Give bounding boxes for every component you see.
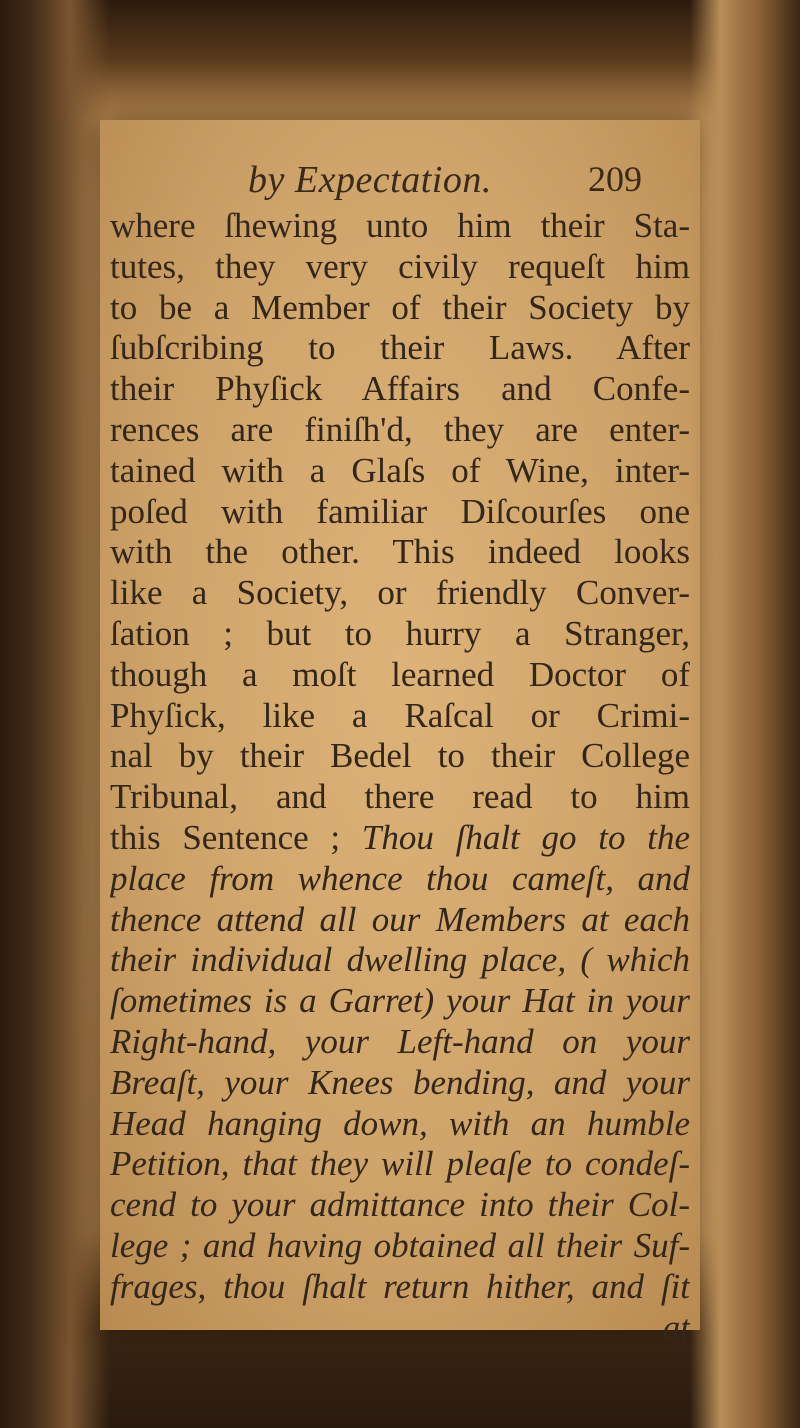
text-line: though a moſt learned Doctor of xyxy=(110,654,690,694)
text-line: this Sentence ; Thou ſhalt go to the xyxy=(110,817,690,857)
running-title: by Expectation. xyxy=(248,159,492,201)
running-head xyxy=(0,158,800,201)
text-line: lege ; and having obtained all their Suf- xyxy=(110,1225,690,1265)
text-line: Head hanging down, with an humble xyxy=(110,1103,690,1143)
text-line: frages, thou ſhalt return hither, and ſit xyxy=(110,1266,690,1306)
text-line: their individual dwelling place, ( which xyxy=(110,940,690,980)
text-line: rences are finiſh'd, they are enter- xyxy=(110,409,690,449)
text-line: place from whence thou cameſt, and xyxy=(110,858,690,898)
text-line: tutes, they very civily requeſt him xyxy=(110,246,690,286)
text-line: like a Society, or friendly Conver- xyxy=(110,573,690,613)
text-line: Right-hand, your Left-hand on your xyxy=(110,1021,690,1061)
text-line: where ſhewing unto him their Sta- xyxy=(110,206,690,245)
catchword: at xyxy=(662,1307,690,1347)
page-number: 209 xyxy=(588,159,642,199)
text-line: Phyſick, like a Raſcal or Crimi- xyxy=(110,695,690,735)
text-line: Tribunal, and there read to him xyxy=(110,777,690,817)
text-line: poſed with familiar Diſcourſes one xyxy=(110,491,690,531)
text-line: cend to your admittance into their Col- xyxy=(110,1185,690,1225)
text-line: Breaſt, your Knees bending, and your xyxy=(110,1062,690,1102)
left-page-edge xyxy=(0,0,110,1428)
text-line: to be a Member of their Society by xyxy=(110,287,690,327)
body-text xyxy=(110,206,690,1348)
right-page-edge xyxy=(690,0,800,1428)
text-line: their Phyſick Affairs and Confe- xyxy=(110,369,690,409)
text-line: ſubſcribing to their Laws. After xyxy=(110,328,690,368)
text-line: ſometimes is a Garret) your Hat in your xyxy=(110,981,690,1021)
text-line: Petition, that they will pleaſe to condeſ- xyxy=(110,1144,690,1184)
text-line: tained with a Glaſs of Wine, inter- xyxy=(110,450,690,490)
text-line: ſation ; but to hurry a Stranger, xyxy=(110,613,690,653)
text-line: nal by their Bedel to their College xyxy=(110,736,690,776)
text-line: thence attend all our Members at each xyxy=(110,899,690,939)
text-line: with the other. This indeed looks xyxy=(110,532,690,572)
